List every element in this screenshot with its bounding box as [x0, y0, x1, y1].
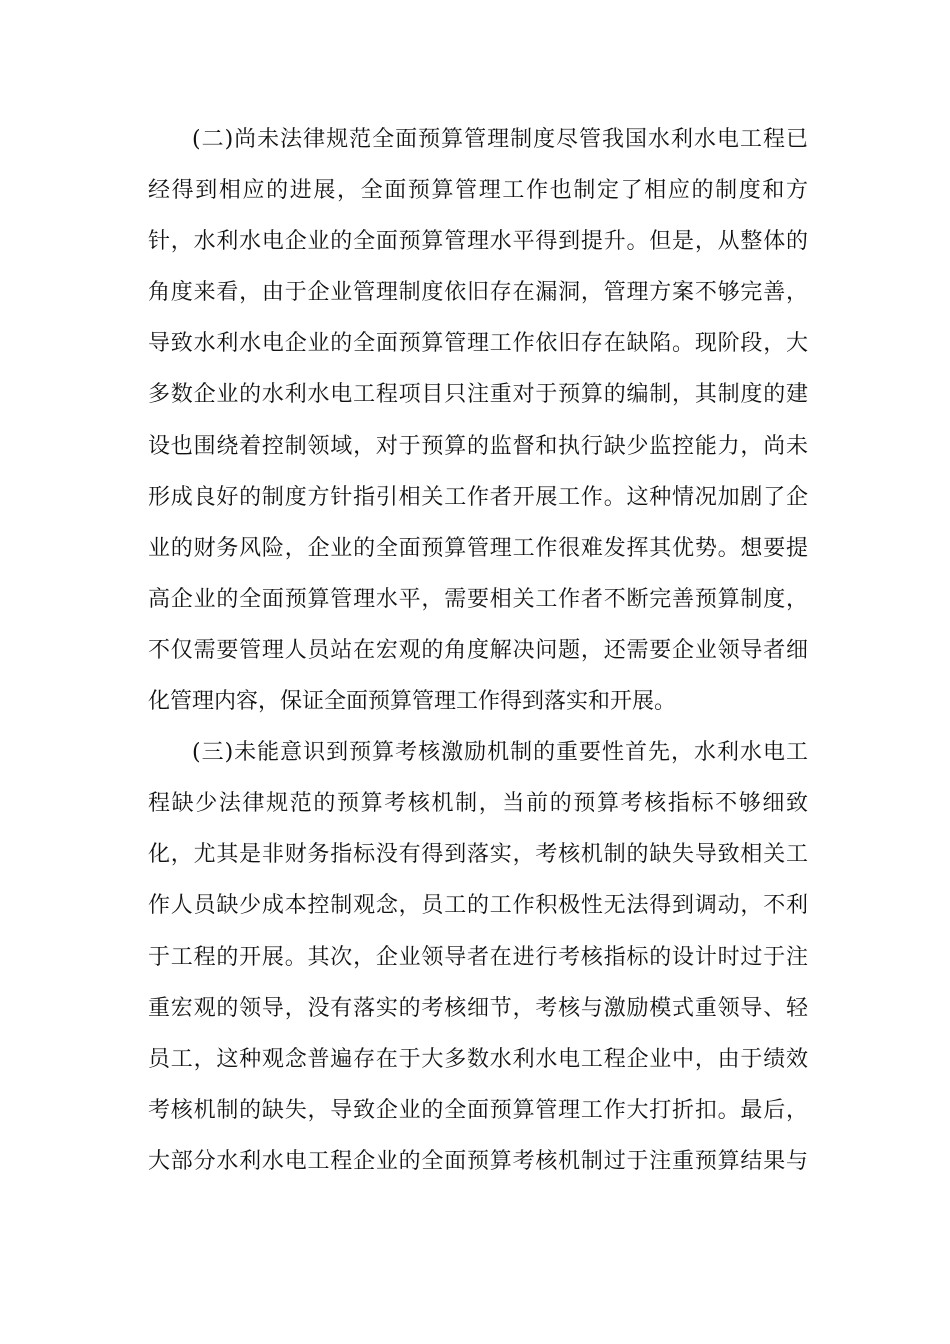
paragraph-line: (二)尚未法律规范全面预算管理制度尽管我国水利水电工程已 — [192, 127, 808, 152]
paragraph-line: 角度来看，由于企业管理制度依旧存在漏洞，管理方案不够完善， — [148, 280, 808, 306]
paragraph-line: 高企业的全面预算管理水平，需要相关工作者不断完善预算制度， — [148, 586, 808, 612]
paragraph-line: 设也围绕着控制领域，对于预算的监督和执行缺少监控能力，尚未 — [148, 433, 808, 459]
paragraph-line: (三)未能意识到预算考核激励机制的重要性首先，水利水电工 — [192, 740, 808, 766]
paragraph-line: 大部分水利水电工程企业的全面预算考核机制过于注重预算结果与 — [148, 1148, 808, 1174]
paragraph-line: 重宏观的领导，没有落实的考核细节，考核与激励模式重领导、轻 — [148, 995, 808, 1021]
paragraph-line: 于工程的开展。其次，企业领导者在进行考核指标的设计时过于注 — [148, 944, 808, 970]
paragraph-line: 针，水利水电企业的全面预算管理水平得到提升。但是，从整体的 — [148, 229, 808, 255]
paragraph-line: 程缺少法律规范的预算考核机制，当前的预算考核指标不够细致 — [148, 791, 808, 817]
paragraph-line: 导致水利水电企业的全面预算管理工作依旧存在缺陷。现阶段，大 — [148, 331, 808, 357]
paragraph-line: 形成良好的制度方针指引相关工作者开展工作。这种情况加剧了企 — [148, 484, 808, 510]
paragraph-line: 员工，这种观念普遍存在于大多数水利水电工程企业中，由于绩效 — [148, 1046, 808, 1072]
paragraph-line: 经得到相应的进展，全面预算管理工作也制定了相应的制度和方 — [148, 178, 808, 204]
paragraph-line: 作人员缺少成本控制观念，员工的工作积极性无法得到调动，不利 — [148, 893, 808, 919]
paragraph-line: 业的财务风险，企业的全面预算管理工作很难发挥其优势。想要提 — [148, 535, 808, 561]
paragraph-line: 考核机制的缺失，导致企业的全面预算管理工作大打折扣。最后， — [148, 1097, 808, 1123]
paragraph-line: 多数企业的水利水电工程项目只注重对于预算的编制，其制度的建 — [148, 382, 808, 408]
paragraph-line: 不仅需要管理人员站在宏观的角度解决问题，还需要企业领导者细 — [148, 637, 808, 663]
body-text — [148, 114, 808, 1187]
paragraph-line: 化，尤其是非财务指标没有得到落实，考核机制的缺失导致相关工 — [148, 842, 808, 868]
paragraph-assessment-mechanism — [148, 727, 808, 1187]
paragraph-line: 化管理内容，保证全面预算管理工作得到落实和开展。 — [148, 689, 677, 715]
paragraph-budget-system — [148, 114, 808, 727]
